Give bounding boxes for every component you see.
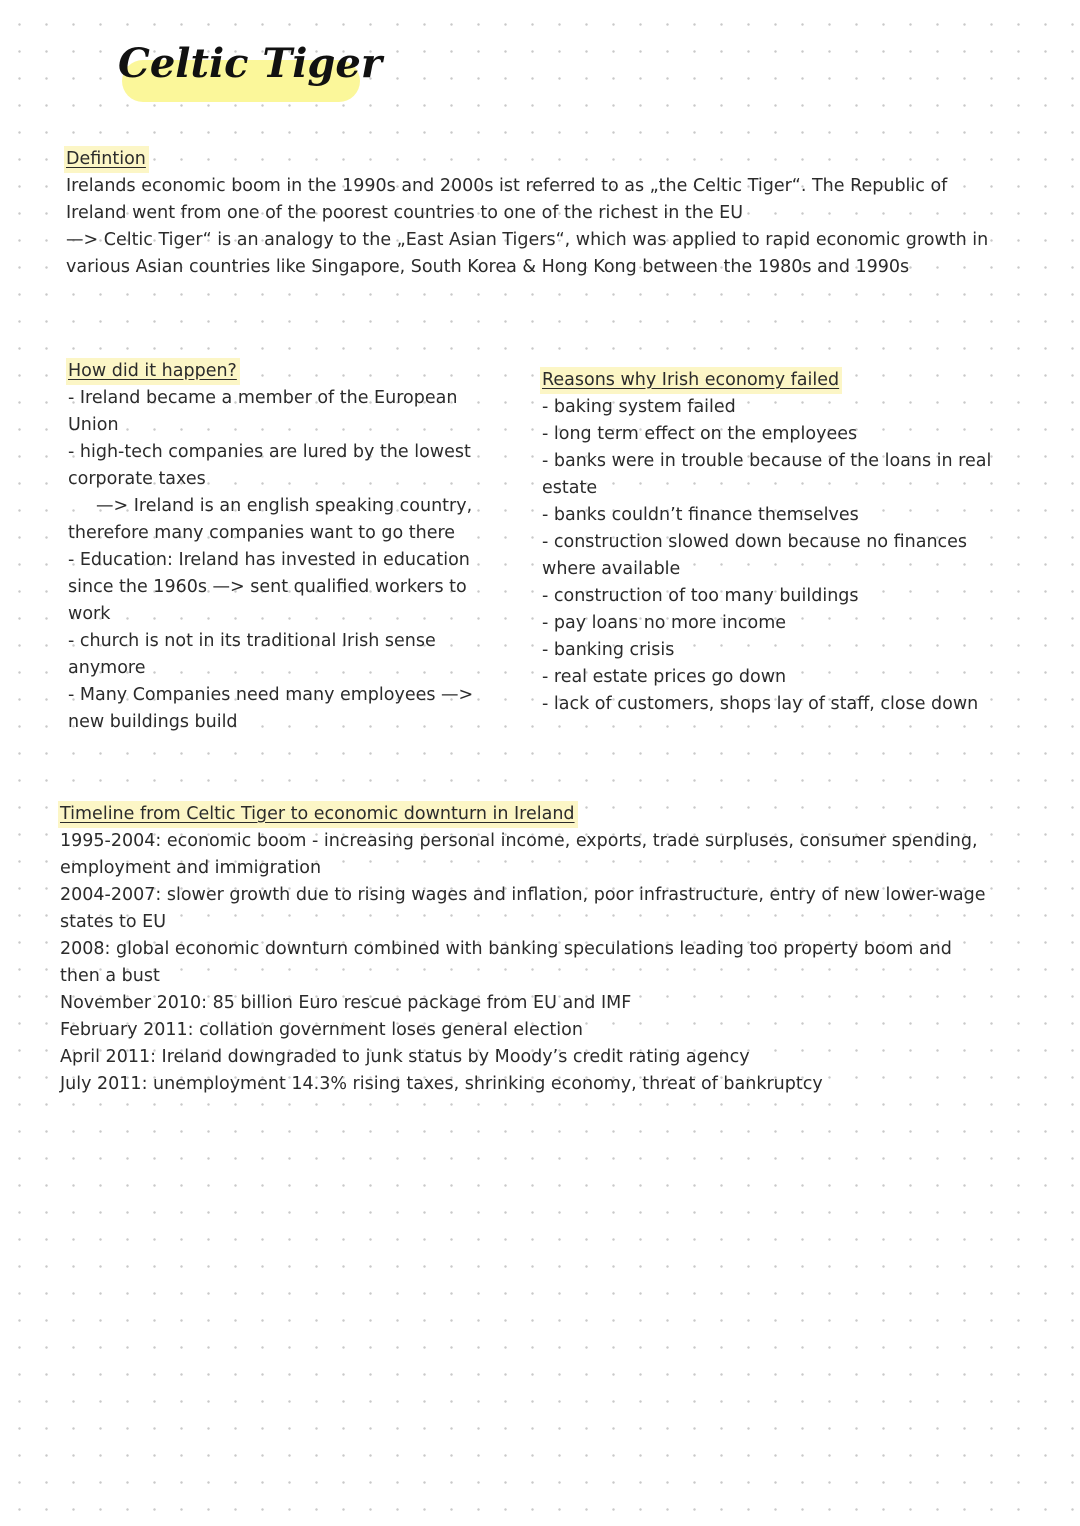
- title-block: [118, 40, 382, 88]
- reasons-line: - lack of customers, shops lay of staff, close down: [542, 694, 979, 714]
- definition-heading: Defintion: [64, 146, 149, 173]
- timeline-line: then a bust: [60, 966, 160, 986]
- timeline-line: 2004-2007: slower growth due to rising wages and inflation, poor infrastructure, entry of new lower-wage: [60, 885, 986, 905]
- timeline-line: states to EU: [60, 912, 167, 932]
- timeline-line: February 2011: collation government loses general election: [60, 1020, 583, 1040]
- how-line: - Many Companies need many employees —>: [68, 685, 474, 705]
- reasons-line: - long term effect on the employees: [542, 424, 858, 444]
- how-line: corporate taxes: [68, 469, 206, 489]
- reasons-line: - banks couldn’t finance themselves: [542, 505, 859, 525]
- how-line: - Ireland became a member of the European: [68, 388, 458, 408]
- how-line: work: [68, 604, 111, 624]
- definition-line: —> Celtic Tiger“ is an analogy to the „East Asian Tigers“, which was applied to rapid economic growth in: [66, 230, 989, 250]
- definition-section: [66, 146, 988, 281]
- how-line: anymore: [68, 658, 146, 678]
- how-line: —> Ireland is an english speaking country,: [96, 496, 473, 516]
- how-line: since the 1960s —> sent qualified workers to: [68, 577, 467, 597]
- timeline-section: [60, 801, 986, 1098]
- reasons-line: - banking crisis: [542, 640, 675, 660]
- timeline-line: 2008: global economic downturn combined with banking speculations leading too property boom and: [60, 939, 952, 959]
- reasons-line: - real estate prices go down: [542, 667, 787, 687]
- reasons-line: - banks were in trouble because of the loans in real: [542, 451, 992, 471]
- reasons-line: - construction of too many buildings: [542, 586, 859, 606]
- reasons-heading: Reasons why Irish economy failed: [540, 367, 842, 394]
- how-line: Union: [68, 415, 119, 435]
- reasons-line: - construction slowed down because no finances: [542, 532, 968, 552]
- how-line: - church is not in its traditional Irish sense: [68, 631, 436, 651]
- how-line: - Education: Ireland has invested in education: [68, 550, 470, 570]
- definition-line: Ireland went from one of the poorest countries to one of the richest in the EU: [66, 203, 744, 223]
- how-line: new buildings build: [68, 712, 238, 732]
- timeline-line: employment and immigration: [60, 858, 322, 878]
- timeline-heading: Timeline from Celtic Tiger to economic downturn in Ireland: [58, 801, 578, 828]
- reasons-line: estate: [542, 478, 598, 498]
- timeline-line: 1995-2004: economic boom - increasing personal income, exports, trade surpluses, consumer spending,: [60, 831, 978, 851]
- timeline-line: July 2011: unemployment 14.3% rising taxes, shrinking economy, threat of bankruptcy: [60, 1074, 823, 1094]
- page-title: Celtic Tiger: [118, 40, 382, 87]
- reasons-section: [542, 367, 991, 718]
- reasons-line: - pay loans no more income: [542, 613, 787, 633]
- how-heading: How did it happen?: [66, 358, 240, 385]
- reasons-line: - baking system failed: [542, 397, 736, 417]
- how-section: [68, 358, 473, 736]
- reasons-line: where available: [542, 559, 681, 579]
- how-line: - high-tech companies are lured by the lowest: [68, 442, 471, 462]
- definition-line: various Asian countries like Singapore, South Korea & Hong Kong between the 1980s and 1990s: [66, 257, 910, 277]
- timeline-line: April 2011: Ireland downgraded to junk status by Moody’s credit rating agency: [60, 1047, 750, 1067]
- how-line: therefore many companies want to go there: [68, 523, 456, 543]
- timeline-line: November 2010: 85 billion Euro rescue package from EU and IMF: [60, 993, 632, 1013]
- definition-line: Irelands economic boom in the 1990s and 2000s ist referred to as „the Celtic Tiger“. The Republic of: [66, 176, 948, 196]
